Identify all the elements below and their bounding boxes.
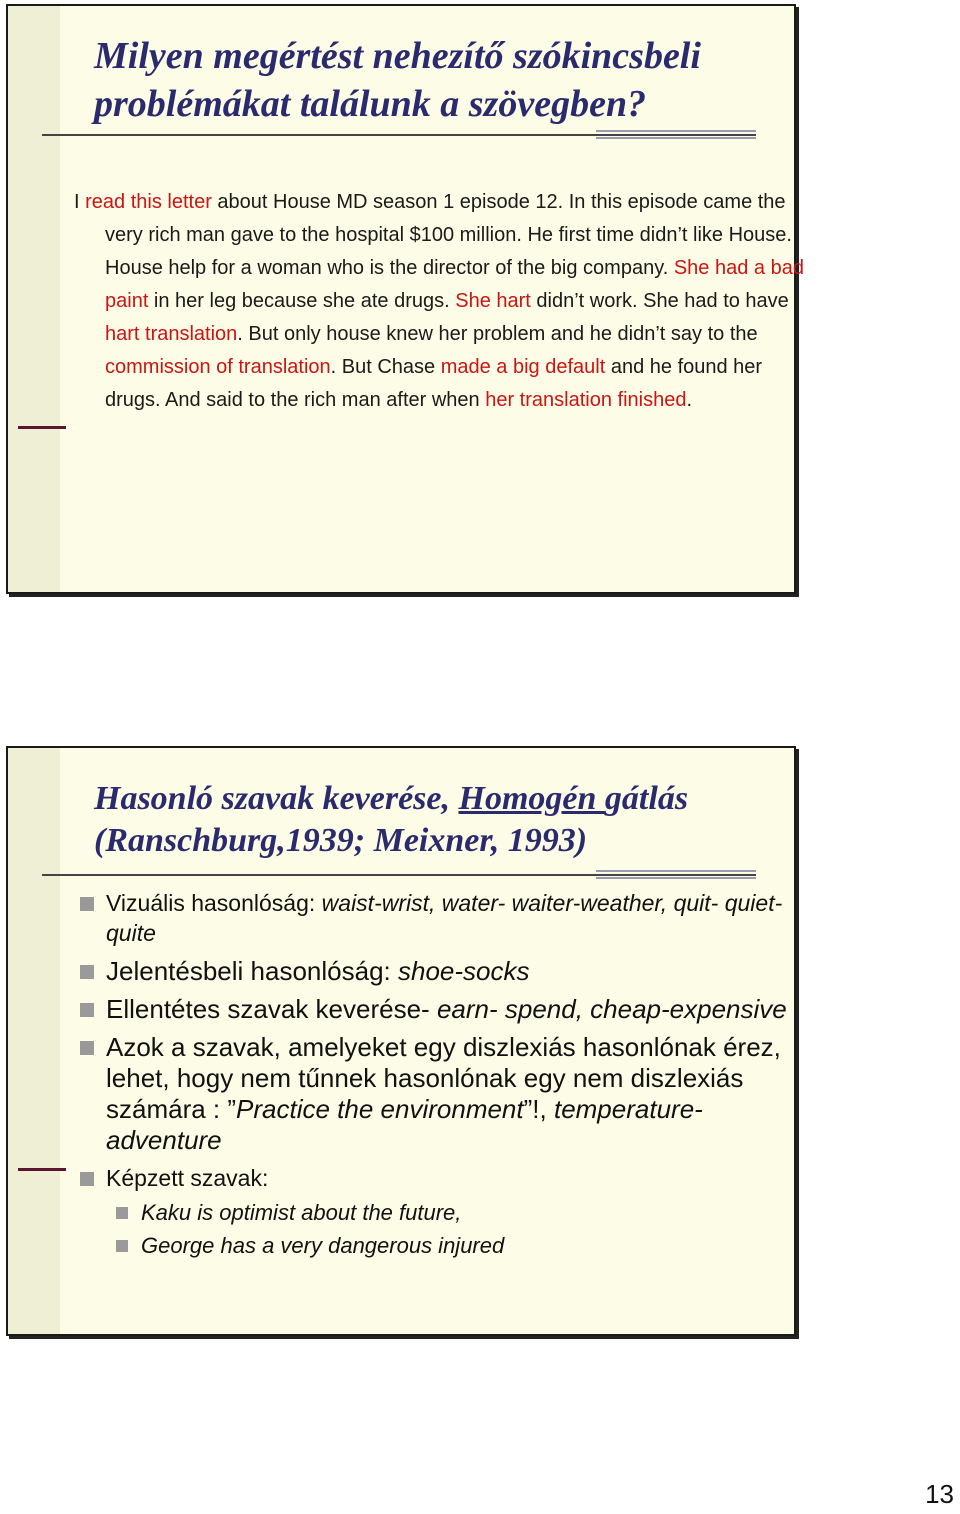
slide-1 xyxy=(6,4,804,594)
body-text-segment: didn’t work. She had to have xyxy=(530,290,789,312)
bullet-label: Vizuális hasonlóság: xyxy=(106,890,322,916)
square-bullet-icon xyxy=(116,1207,128,1219)
sub-bullet-2 xyxy=(78,1229,790,1262)
slide-2-title xyxy=(94,778,764,862)
highlighted-phrase: her translation finished xyxy=(485,389,687,411)
body-text-segment: . xyxy=(686,389,693,411)
highlighted-phrase: She hart xyxy=(455,290,531,312)
bullet-list xyxy=(78,888,790,1262)
square-bullet-icon xyxy=(80,1003,94,1017)
title-rule-accent xyxy=(596,130,756,139)
highlighted-phrase: She had a bad paint xyxy=(105,257,804,312)
bullet-example-pair: temperature-adventure xyxy=(106,1094,703,1155)
bullet-examples: earn- spend, cheap-expensive xyxy=(436,994,787,1024)
bullet-dyslexic-similarity xyxy=(78,1032,790,1156)
slide-side-band xyxy=(8,6,60,592)
slide-2-title-part2: gátlás xyxy=(604,780,689,817)
bullet-label: Jelentésbeli hasonlóság: xyxy=(106,956,398,986)
slide-1-title-line1: Milyen megértést nehezítő szókincsbeli xyxy=(94,35,701,77)
body-text-segment: . But Chase xyxy=(330,356,441,378)
square-bullet-icon xyxy=(80,965,94,979)
page-number: 13 xyxy=(925,1479,954,1509)
bullet-visual-similarity xyxy=(78,888,790,948)
square-bullet-icon xyxy=(116,1240,128,1252)
bullet-opposite-words xyxy=(78,994,790,1025)
slide-2-title-part1: Hasonló szavak keverése, xyxy=(94,780,459,817)
body-text-segment: and he found her drugs. And said to the rich man after when xyxy=(105,356,763,411)
bullet-example-phrase: Practice the environment xyxy=(236,1094,524,1124)
slide-1-body-text xyxy=(74,186,810,417)
square-bullet-icon xyxy=(80,897,94,911)
bullet-punctuation: ”!, xyxy=(523,1094,554,1124)
highlighted-phrase: made a big default xyxy=(440,356,606,378)
bullet-examples: waist-wrist, water- waiter-weather, quit- quiet-quite xyxy=(106,890,783,946)
sub-bullet-text: George has a very dangerous injured xyxy=(141,1233,505,1258)
sub-bullet-1 xyxy=(78,1196,790,1229)
highlighted-phrase: commission of translation xyxy=(105,356,331,378)
body-text-segment: in her leg because she ate drugs. xyxy=(148,290,456,312)
highlighted-phrase: read this letter xyxy=(85,191,212,213)
body-text-segment: I xyxy=(74,191,86,213)
sub-bullet-text: Kaku is optimist about the future, xyxy=(141,1200,462,1225)
bullet-semantic-similarity xyxy=(78,956,790,987)
slide-1-title-line2: problémákat találunk a szövegben? xyxy=(94,83,647,125)
slide-1-title xyxy=(94,32,764,128)
side-accent-mark xyxy=(18,1168,66,1171)
slide-2-title-underlined: Homogén xyxy=(458,780,605,817)
title-rule-accent xyxy=(596,870,756,879)
body-text-segment: . But only house knew her problem and he didn’t say to the xyxy=(237,323,758,345)
bullet-label: Ellentétes szavak keverése- xyxy=(106,994,437,1024)
bullet-derived-words xyxy=(78,1163,790,1193)
slide-2-title-line2: (Ranschburg,1939; Meixner, 1993) xyxy=(94,822,588,859)
body-text-segment: about House MD season 1 episode 12. In this episode came the very rich man gave to the hospital $100 million. He first time didn’t like House. House help for a woman who is the director of the big company. xyxy=(105,191,792,279)
bullet-label: Képzett szavak: xyxy=(106,1165,269,1191)
slide-2 xyxy=(6,746,796,1336)
bullet-text: Azok a szavak, amelyeket egy diszlexiás hasonlónak érez, lehet, hogy nem tűnnek hasonlónak egy nem diszlexiás számára : ” xyxy=(106,1032,781,1124)
square-bullet-icon xyxy=(80,1041,94,1055)
side-accent-mark xyxy=(18,426,66,429)
square-bullet-icon xyxy=(80,1172,94,1186)
highlighted-phrase: hart translation xyxy=(105,323,238,345)
slide-side-band xyxy=(8,748,60,1334)
bullet-examples: shoe-socks xyxy=(397,956,530,986)
